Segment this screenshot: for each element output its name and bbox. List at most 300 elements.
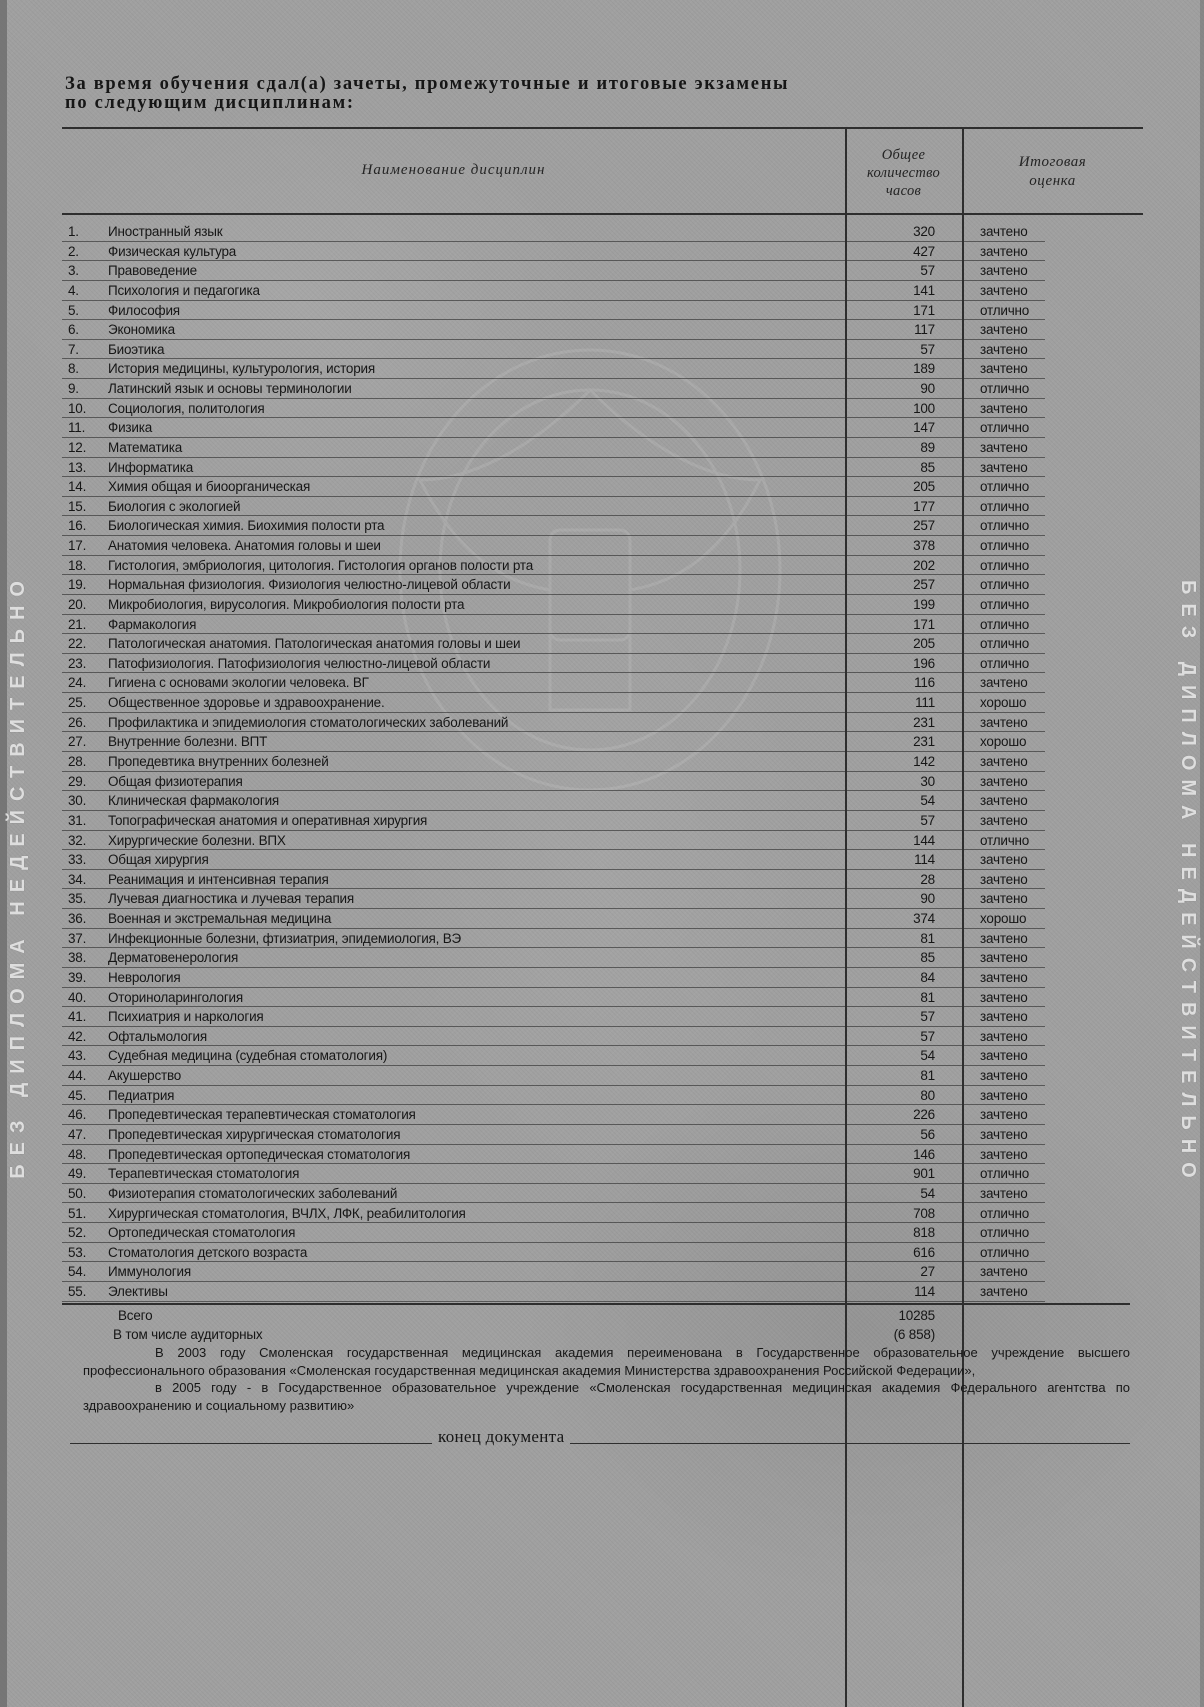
hours-value: 27: [920, 1264, 935, 1280]
grade-value: зачтено: [980, 1107, 1028, 1123]
hours-value: 205: [913, 479, 935, 495]
discipline-name: Судебная медицина (судебная стоматология): [108, 1048, 388, 1064]
discipline-name: Гигиена с основами экологии человека. ВГ: [108, 675, 369, 691]
discipline-name: Стоматология детского возраста: [108, 1244, 308, 1260]
discipline-name: Офтальмология: [108, 1028, 207, 1044]
grade-value: зачтено: [980, 1264, 1028, 1280]
intro-line-1: За время обучения сдал(а) зачеты, промежуточные и итоговые экзамены: [65, 74, 790, 94]
hours-value: 30: [920, 773, 935, 789]
column-header-hours-line: часов: [885, 183, 922, 199]
discipline-name: Иммунология: [108, 1264, 191, 1280]
hours-value: 147: [913, 420, 935, 436]
watermark-left: БЕЗ ДИПЛОМА НЕДЕЙСТВИТЕЛЬНО: [7, 572, 29, 1179]
hours-value: 54: [920, 793, 935, 809]
grade-value: хорошо: [980, 695, 1027, 711]
grade-value: зачтено: [980, 1009, 1028, 1025]
hours-value: 141: [913, 282, 935, 298]
grade-value: зачтено: [980, 1087, 1028, 1103]
table-row: [62, 359, 1045, 379]
hours-value: 901: [913, 1166, 935, 1182]
table-top-rule: [62, 127, 1143, 129]
row-number: 11.: [68, 420, 86, 436]
discipline-name: Микробиология, вирусология. Микробиология полости рта: [108, 596, 465, 612]
hours-value: 189: [913, 361, 935, 377]
table-row: [62, 575, 1045, 595]
hours-value: 177: [913, 498, 935, 514]
watermark-right: БЕЗ ДИПЛОМА НЕДЕЙСТВИТЕЛЬНО: [1177, 580, 1199, 1187]
end-of-document-text: конец документа: [438, 1427, 565, 1446]
column-header-hours-line: количество: [866, 165, 941, 181]
hours-value: 378: [913, 538, 935, 554]
table-row: [62, 379, 1045, 399]
row-number: 16.: [68, 518, 87, 534]
intro-line-2: по следующим дисциплинам:: [65, 93, 355, 113]
scan-edge-right: [1200, 0, 1204, 1707]
row-number: 21.: [68, 616, 87, 632]
hours-value: 114: [914, 852, 935, 868]
discipline-name: Неврология: [108, 969, 181, 985]
grade-value: отлично: [980, 1244, 1030, 1260]
hours-value: 205: [913, 636, 935, 652]
grade-value: отлично: [980, 636, 1030, 652]
discipline-name: Внутренние болезни. ВПТ: [108, 734, 268, 750]
grade-value: отлично: [980, 832, 1030, 848]
grade-value: зачтено: [980, 1284, 1028, 1300]
table-row: [62, 458, 1045, 478]
grade-value: отлично: [980, 1166, 1030, 1182]
discipline-name: Хирургические болезни. ВПХ: [108, 832, 286, 848]
row-number: 42.: [68, 1028, 87, 1044]
grade-value: зачтено: [980, 224, 1028, 239]
row-number: 28.: [68, 754, 87, 769]
row-number: 44.: [68, 1068, 87, 1084]
row-number: 39.: [68, 969, 87, 985]
row-number: 49.: [68, 1166, 87, 1182]
row-number: 24.: [68, 675, 87, 691]
table-header-bottom-rule: [62, 213, 1143, 215]
discipline-name: Ортопедическая стоматология: [108, 1225, 296, 1241]
grade-value: зачтено: [980, 459, 1028, 475]
discipline-name: Профилактика и эпидемиология стоматологических заболеваний: [108, 714, 509, 730]
table-row: [62, 791, 1045, 811]
hours-value: 144: [913, 832, 935, 848]
hours-value: 708: [913, 1205, 935, 1221]
row-number: 29.: [68, 773, 87, 789]
discipline-name: Общая физиотерапия: [108, 773, 243, 789]
grade-value: зачтено: [980, 714, 1028, 730]
row-number: 34.: [68, 871, 87, 887]
discipline-name: Акушерство: [108, 1068, 182, 1084]
end-rule-left: [70, 1443, 432, 1444]
row-number: 5.: [68, 302, 79, 318]
grade-value: отлично: [980, 1225, 1030, 1241]
table-row: [62, 811, 1045, 831]
row-number: 31.: [68, 812, 87, 828]
grade-value: зачтено: [980, 675, 1028, 691]
discipline-name: Анатомия человека. Анатомия головы и шеи: [108, 538, 381, 554]
grade-value: зачтено: [980, 243, 1028, 259]
row-number: 17.: [68, 538, 87, 554]
row-number: 6.: [68, 322, 79, 338]
total-label: Всего: [118, 1308, 153, 1323]
table-row: [62, 1184, 1045, 1204]
hours-value: 85: [920, 950, 935, 966]
column-header-grade-line: Итоговая: [1018, 154, 1087, 170]
discipline-name: Общественное здоровье и здравоохранение.: [108, 695, 385, 711]
discipline-name: Биологическая химия. Биохимия полости рта: [108, 518, 385, 534]
row-number: 52.: [68, 1225, 87, 1241]
discipline-name: Химия общая и биоорганическая: [108, 479, 311, 495]
hours-value: 81: [920, 989, 935, 1005]
hours-value: 54: [920, 1185, 935, 1201]
hours-value: 57: [920, 1009, 935, 1025]
hours-value: 231: [913, 714, 935, 730]
grade-value: зачтено: [980, 793, 1028, 809]
row-number: 50.: [68, 1185, 87, 1201]
hours-value: 57: [920, 263, 935, 279]
end-of-document: [70, 1425, 1130, 1447]
grade-value: отлично: [980, 616, 1030, 632]
row-number: 1.: [68, 224, 79, 239]
hours-value: 427: [913, 243, 935, 259]
table-row: [62, 850, 1045, 870]
table-row: [62, 1125, 1045, 1145]
discipline-name: Психология и педагогика: [108, 282, 260, 298]
discipline-name: Физиотерапия стоматологических заболеваний: [108, 1185, 398, 1201]
hours-value: 146: [913, 1146, 935, 1162]
discipline-name: Биология с экологией: [108, 498, 241, 514]
hours-value: 142: [913, 754, 935, 769]
discipline-name: Инфекционные болезни, фтизиатрия, эпидемиология, ВЭ: [108, 930, 462, 946]
hours-value: 818: [913, 1225, 935, 1241]
discipline-name: Оториноларингология: [108, 989, 243, 1005]
discipline-name: Латинский язык и основы терминологии: [108, 381, 352, 397]
row-number: 38.: [68, 950, 87, 966]
row-number: 3.: [68, 263, 79, 279]
grade-value: отлично: [980, 498, 1030, 514]
table-row: [62, 399, 1045, 419]
discipline-name: Пропедевтика внутренних болезней: [108, 754, 329, 769]
hours-value: 90: [920, 381, 935, 397]
table-row: [62, 1223, 1045, 1243]
grade-value: зачтено: [980, 1146, 1028, 1162]
grade-value: отлично: [980, 302, 1030, 318]
row-number: 36.: [68, 911, 87, 927]
column-header-hours-line: Общее: [881, 147, 926, 163]
table-row: [62, 477, 1045, 497]
table-row: [62, 948, 1045, 968]
table-row: [62, 889, 1045, 909]
grade-value: отлично: [980, 557, 1030, 573]
row-number: 27.: [68, 734, 87, 750]
hours-value: 28: [920, 871, 935, 887]
hours-value: 81: [920, 930, 935, 946]
table-row: [62, 831, 1045, 851]
totals-rule: [62, 1303, 1130, 1305]
table-row: [62, 281, 1045, 301]
hours-value: 117: [914, 322, 935, 338]
column-divider-hours: [845, 127, 847, 1707]
row-number: 18.: [68, 557, 87, 573]
disciplines-table-body: [62, 222, 1045, 1304]
row-number: 37.: [68, 930, 87, 946]
discipline-name: Клиническая фармакология: [108, 793, 280, 809]
row-number: 45.: [68, 1087, 87, 1103]
hours-value: 81: [920, 1068, 935, 1084]
row-number: 43.: [68, 1048, 87, 1064]
grade-value: отлично: [980, 1205, 1030, 1221]
grade-value: зачтено: [980, 871, 1028, 887]
hours-value: 56: [920, 1126, 935, 1142]
discipline-name: Педиатрия: [108, 1087, 175, 1103]
table-row: [62, 1027, 1045, 1047]
hours-value: 116: [914, 675, 935, 691]
hours-value: 80: [920, 1087, 935, 1103]
column-header-grade: [962, 153, 1143, 191]
hours-value: 199: [913, 596, 935, 612]
row-number: 53.: [68, 1244, 87, 1260]
table-row: [62, 261, 1045, 281]
table-row: [62, 301, 1045, 321]
row-number: 30.: [68, 793, 87, 809]
table-row: [62, 1204, 1045, 1224]
grade-value: зачтено: [980, 400, 1028, 416]
renaming-note-2003: В 2003 году Смоленская государственная медицинская академия переименована в Государственное образовательное учреждение высшего профессионального образования «Смоленская государственная медицинская академия Министерства здравоохранения Российской Федерации»,: [83, 1345, 1130, 1378]
table-row: [62, 988, 1045, 1008]
table-row: [62, 693, 1045, 713]
table-row: [62, 732, 1045, 752]
hours-value: 57: [920, 1028, 935, 1044]
table-row: [62, 772, 1045, 792]
row-number: 12.: [68, 439, 87, 455]
table-row: [62, 418, 1045, 438]
discipline-name: Пропедевтическая ортопедическая стоматология: [108, 1146, 411, 1162]
hours-value: 226: [913, 1107, 935, 1123]
grade-value: зачтено: [980, 1028, 1028, 1044]
hours-value: 320: [913, 224, 935, 239]
discipline-name: Реанимация и интенсивная терапия: [108, 871, 329, 887]
hours-value: 57: [920, 341, 935, 357]
grade-value: зачтено: [980, 439, 1028, 455]
discipline-name: Терапевтическая стоматология: [108, 1166, 300, 1182]
hours-value: 202: [913, 557, 935, 573]
hours-value: 196: [913, 655, 935, 671]
table-row: [62, 1066, 1045, 1086]
auditorium-hours-value: (6 858): [893, 1327, 935, 1342]
table-row: [62, 222, 1045, 242]
hours-value: 616: [913, 1244, 935, 1260]
renaming-note: [83, 1344, 1130, 1415]
grade-value: отлично: [980, 577, 1030, 593]
table-row: [62, 242, 1045, 262]
row-number: 14.: [68, 479, 87, 495]
grade-value: отлично: [980, 420, 1030, 436]
grade-value: зачтено: [980, 950, 1028, 966]
row-number: 46.: [68, 1107, 87, 1123]
row-number: 33.: [68, 852, 87, 868]
hours-value: 84: [920, 969, 935, 985]
table-row: [62, 654, 1045, 674]
column-header-discipline: Наименование дисциплин: [361, 162, 546, 178]
table-row: [62, 673, 1045, 693]
grade-value: отлично: [980, 596, 1030, 612]
table-row: [62, 556, 1045, 576]
grade-value: зачтено: [980, 1126, 1028, 1142]
discipline-name: Лучевая диагностика и лучевая терапия: [108, 891, 355, 907]
renaming-note-2005: в 2005 году - в Государственное образовательное учреждение «Смоленская государственная медицинская академия Федерального агентства по здравоохранению и социальному развитию»: [83, 1380, 1130, 1414]
row-number: 13.: [68, 459, 87, 475]
table-row: [62, 340, 1045, 360]
discipline-name: Патологическая анатомия. Патологическая анатомия головы и шеи: [108, 636, 521, 652]
grade-value: зачтено: [980, 1048, 1028, 1064]
table-row: [62, 968, 1045, 988]
table-row: [62, 1243, 1045, 1263]
discipline-name: История медицины, культурология, история: [108, 361, 375, 377]
table-row: [62, 595, 1045, 615]
hours-value: 90: [920, 891, 935, 907]
row-number: 20.: [68, 596, 87, 612]
grade-value: хорошо: [980, 734, 1027, 750]
auditorium-label: В том числе аудиторных: [113, 1327, 263, 1342]
hours-value: 100: [913, 400, 935, 416]
row-number: 8.: [68, 361, 79, 377]
table-row: [62, 929, 1045, 949]
discipline-name: Патофизиология. Патофизиология челюстно-лицевой области: [108, 655, 491, 671]
row-number: 25.: [68, 695, 87, 711]
hours-value: 231: [913, 734, 935, 750]
discipline-name: Пропедевтическая хирургическая стоматология: [108, 1126, 401, 1142]
table-row: [62, 1086, 1045, 1106]
table-row: [62, 497, 1045, 517]
column-header-hours: [845, 146, 962, 200]
grade-value: отлично: [980, 381, 1030, 397]
table-row: [62, 1046, 1045, 1066]
row-number: 15.: [68, 498, 87, 514]
hours-value: 374: [913, 911, 935, 927]
row-number: 47.: [68, 1126, 87, 1142]
grade-value: зачтено: [980, 341, 1028, 357]
row-number: 7.: [68, 341, 79, 357]
grade-value: зачтено: [980, 930, 1028, 946]
hours-value: 54: [920, 1048, 935, 1064]
discipline-name: Элективы: [108, 1284, 168, 1300]
table-row: [62, 1282, 1045, 1302]
row-number: 26.: [68, 714, 87, 730]
hours-value: 89: [920, 439, 935, 455]
table-row: [62, 1164, 1045, 1184]
grade-value: отлично: [980, 518, 1030, 534]
discipline-name: Информатика: [108, 459, 194, 475]
row-number: 40.: [68, 989, 87, 1005]
hours-value: 257: [913, 518, 935, 534]
grade-value: зачтено: [980, 1185, 1028, 1201]
table-row: [62, 615, 1045, 635]
discipline-name: Общая хирургия: [108, 852, 209, 868]
discipline-name: Фармакология: [108, 616, 197, 632]
table-row: [62, 1145, 1045, 1165]
discipline-name: Психиатрия и наркология: [108, 1009, 264, 1025]
grade-value: зачтено: [980, 989, 1028, 1005]
grade-value: зачтено: [980, 263, 1028, 279]
table-row: [62, 752, 1045, 772]
hours-value: 111: [915, 695, 935, 711]
table-row: [62, 909, 1045, 929]
row-number: 23.: [68, 655, 87, 671]
discipline-name: Экономика: [108, 322, 175, 338]
discipline-name: Иностранный язык: [108, 224, 223, 239]
grade-value: отлично: [980, 538, 1030, 554]
discipline-name: Военная и экстремальная медицина: [108, 911, 332, 927]
table-row: [62, 320, 1045, 340]
discipline-name: Философия: [108, 302, 180, 318]
row-number: 2.: [68, 243, 79, 259]
row-number: 9.: [68, 381, 79, 397]
table-row: [62, 438, 1045, 458]
row-number: 54.: [68, 1264, 87, 1280]
discipline-name: Правоведение: [108, 263, 197, 279]
grade-value: зачтено: [980, 969, 1028, 985]
grade-value: отлично: [980, 479, 1030, 495]
table-row: [62, 634, 1045, 654]
grade-value: зачтено: [980, 891, 1028, 907]
discipline-name: Пропедевтическая терапевтическая стоматология: [108, 1107, 416, 1123]
grade-value: зачтено: [980, 361, 1028, 377]
grade-value: зачтено: [980, 1068, 1028, 1084]
column-divider-grade: [962, 127, 964, 1707]
row-number: 22.: [68, 636, 87, 652]
grade-value: хорошо: [980, 911, 1027, 927]
discipline-name: Физика: [108, 420, 153, 436]
table-row: [62, 1105, 1045, 1125]
grade-value: отлично: [980, 655, 1030, 671]
hours-value: 257: [913, 577, 935, 593]
grade-value: зачтено: [980, 773, 1028, 789]
table-row: [62, 1262, 1045, 1282]
row-number: 19.: [68, 577, 87, 593]
discipline-name: Гистология, эмбриология, цитология. Гистология органов полости рта: [108, 557, 534, 573]
discipline-name: Нормальная физиология. Физиология челюстно-лицевой области: [108, 577, 511, 593]
hours-value: 114: [914, 1284, 935, 1300]
table-row: [62, 536, 1045, 556]
hours-value: 171: [913, 302, 935, 318]
row-number: 55.: [68, 1284, 87, 1300]
row-number: 10.: [68, 400, 87, 416]
discipline-name: Топографическая анатомия и оперативная хирургия: [108, 812, 428, 828]
row-number: 4.: [68, 282, 79, 298]
row-number: 35.: [68, 891, 87, 907]
discipline-name: Социология, политология: [108, 400, 265, 416]
table-row: [62, 516, 1045, 536]
discipline-name: Математика: [108, 439, 183, 455]
discipline-name: Хирургическая стоматология, ВЧЛХ, ЛФК, реабилитология: [108, 1205, 466, 1221]
column-header-grade-line: оценка: [1029, 173, 1076, 189]
end-rule-right: [570, 1443, 1130, 1444]
discipline-name: Дерматовенерология: [108, 950, 239, 966]
row-number: 51.: [68, 1205, 87, 1221]
grade-value: зачтено: [980, 812, 1028, 828]
row-number: 48.: [68, 1146, 87, 1162]
grade-value: зачтено: [980, 754, 1028, 769]
table-row: [62, 713, 1045, 733]
discipline-name: Биоэтика: [108, 341, 165, 357]
grade-value: зачтено: [980, 852, 1028, 868]
table-row: [62, 870, 1045, 890]
row-number: 41.: [68, 1009, 87, 1025]
hours-value: 57: [920, 812, 935, 828]
grade-value: зачтено: [980, 282, 1028, 298]
hours-value: 171: [913, 616, 935, 632]
row-number: 32.: [68, 832, 87, 848]
